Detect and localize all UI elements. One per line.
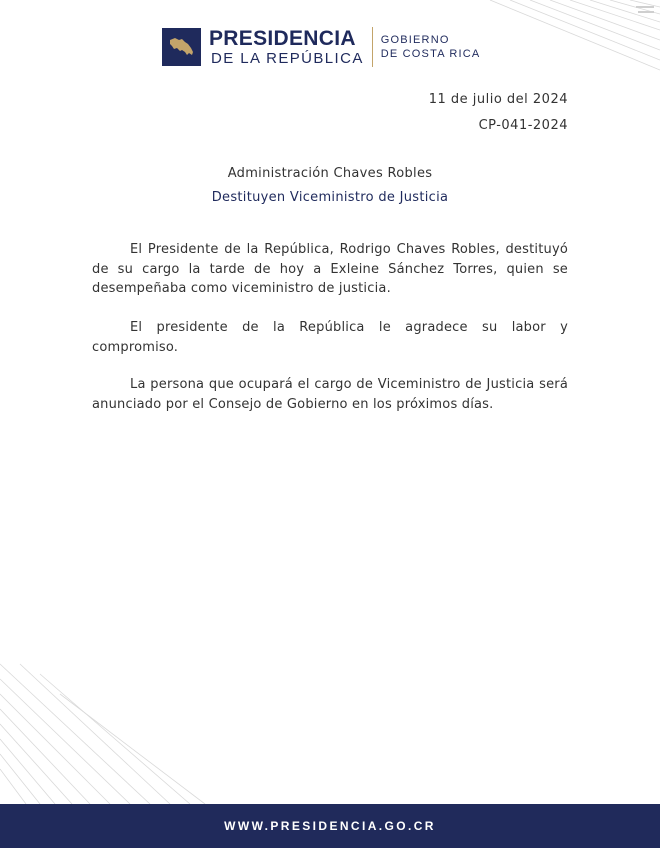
decorative-lines-top <box>450 0 660 80</box>
header-logo <box>162 26 480 68</box>
footer-website-link[interactable]: WWW.PRESIDENCIA.GO.CR <box>224 819 436 833</box>
document-code: CP-041-2024 <box>478 118 568 133</box>
body-paragraph-1: El Presidente de la República, Rodrigo Chaves Robles, destituyó de su cargo la tarde de hoy a Exleine Sánchez Torres, quien se desempeñaba como viceministro de justicia. <box>92 242 568 296</box>
press-release-headline: Destituyen Viceministro de Justicia <box>211 190 449 205</box>
decorative-lines-bottom <box>0 654 210 804</box>
gobierno-label <box>381 33 481 62</box>
header-divider <box>372 27 373 67</box>
logo-main-text: PRESIDENCIA <box>209 27 356 50</box>
gov-line-2: DE COSTA RICA <box>380 48 481 60</box>
body-paragraph-3: La persona que ocupará el cargo de Viceministro de Justicia será anunciado por el Consejo de Gobierno en los próximos días. <box>92 377 568 412</box>
document-date: 11 de julio del 2024 <box>428 92 568 107</box>
footer-bar <box>0 804 660 848</box>
body-paragraph-2: El presidente de la República le agradece su labor y compromiso. <box>92 320 568 355</box>
logo-sub-text: DE LA REPÚBLICA <box>211 50 364 67</box>
gov-line-1: GOBIERNO <box>380 33 450 46</box>
presidencia-wordmark <box>209 28 364 66</box>
administration-label: Administración Chaves Robles <box>227 166 433 181</box>
costa-rica-map-icon <box>162 28 201 66</box>
